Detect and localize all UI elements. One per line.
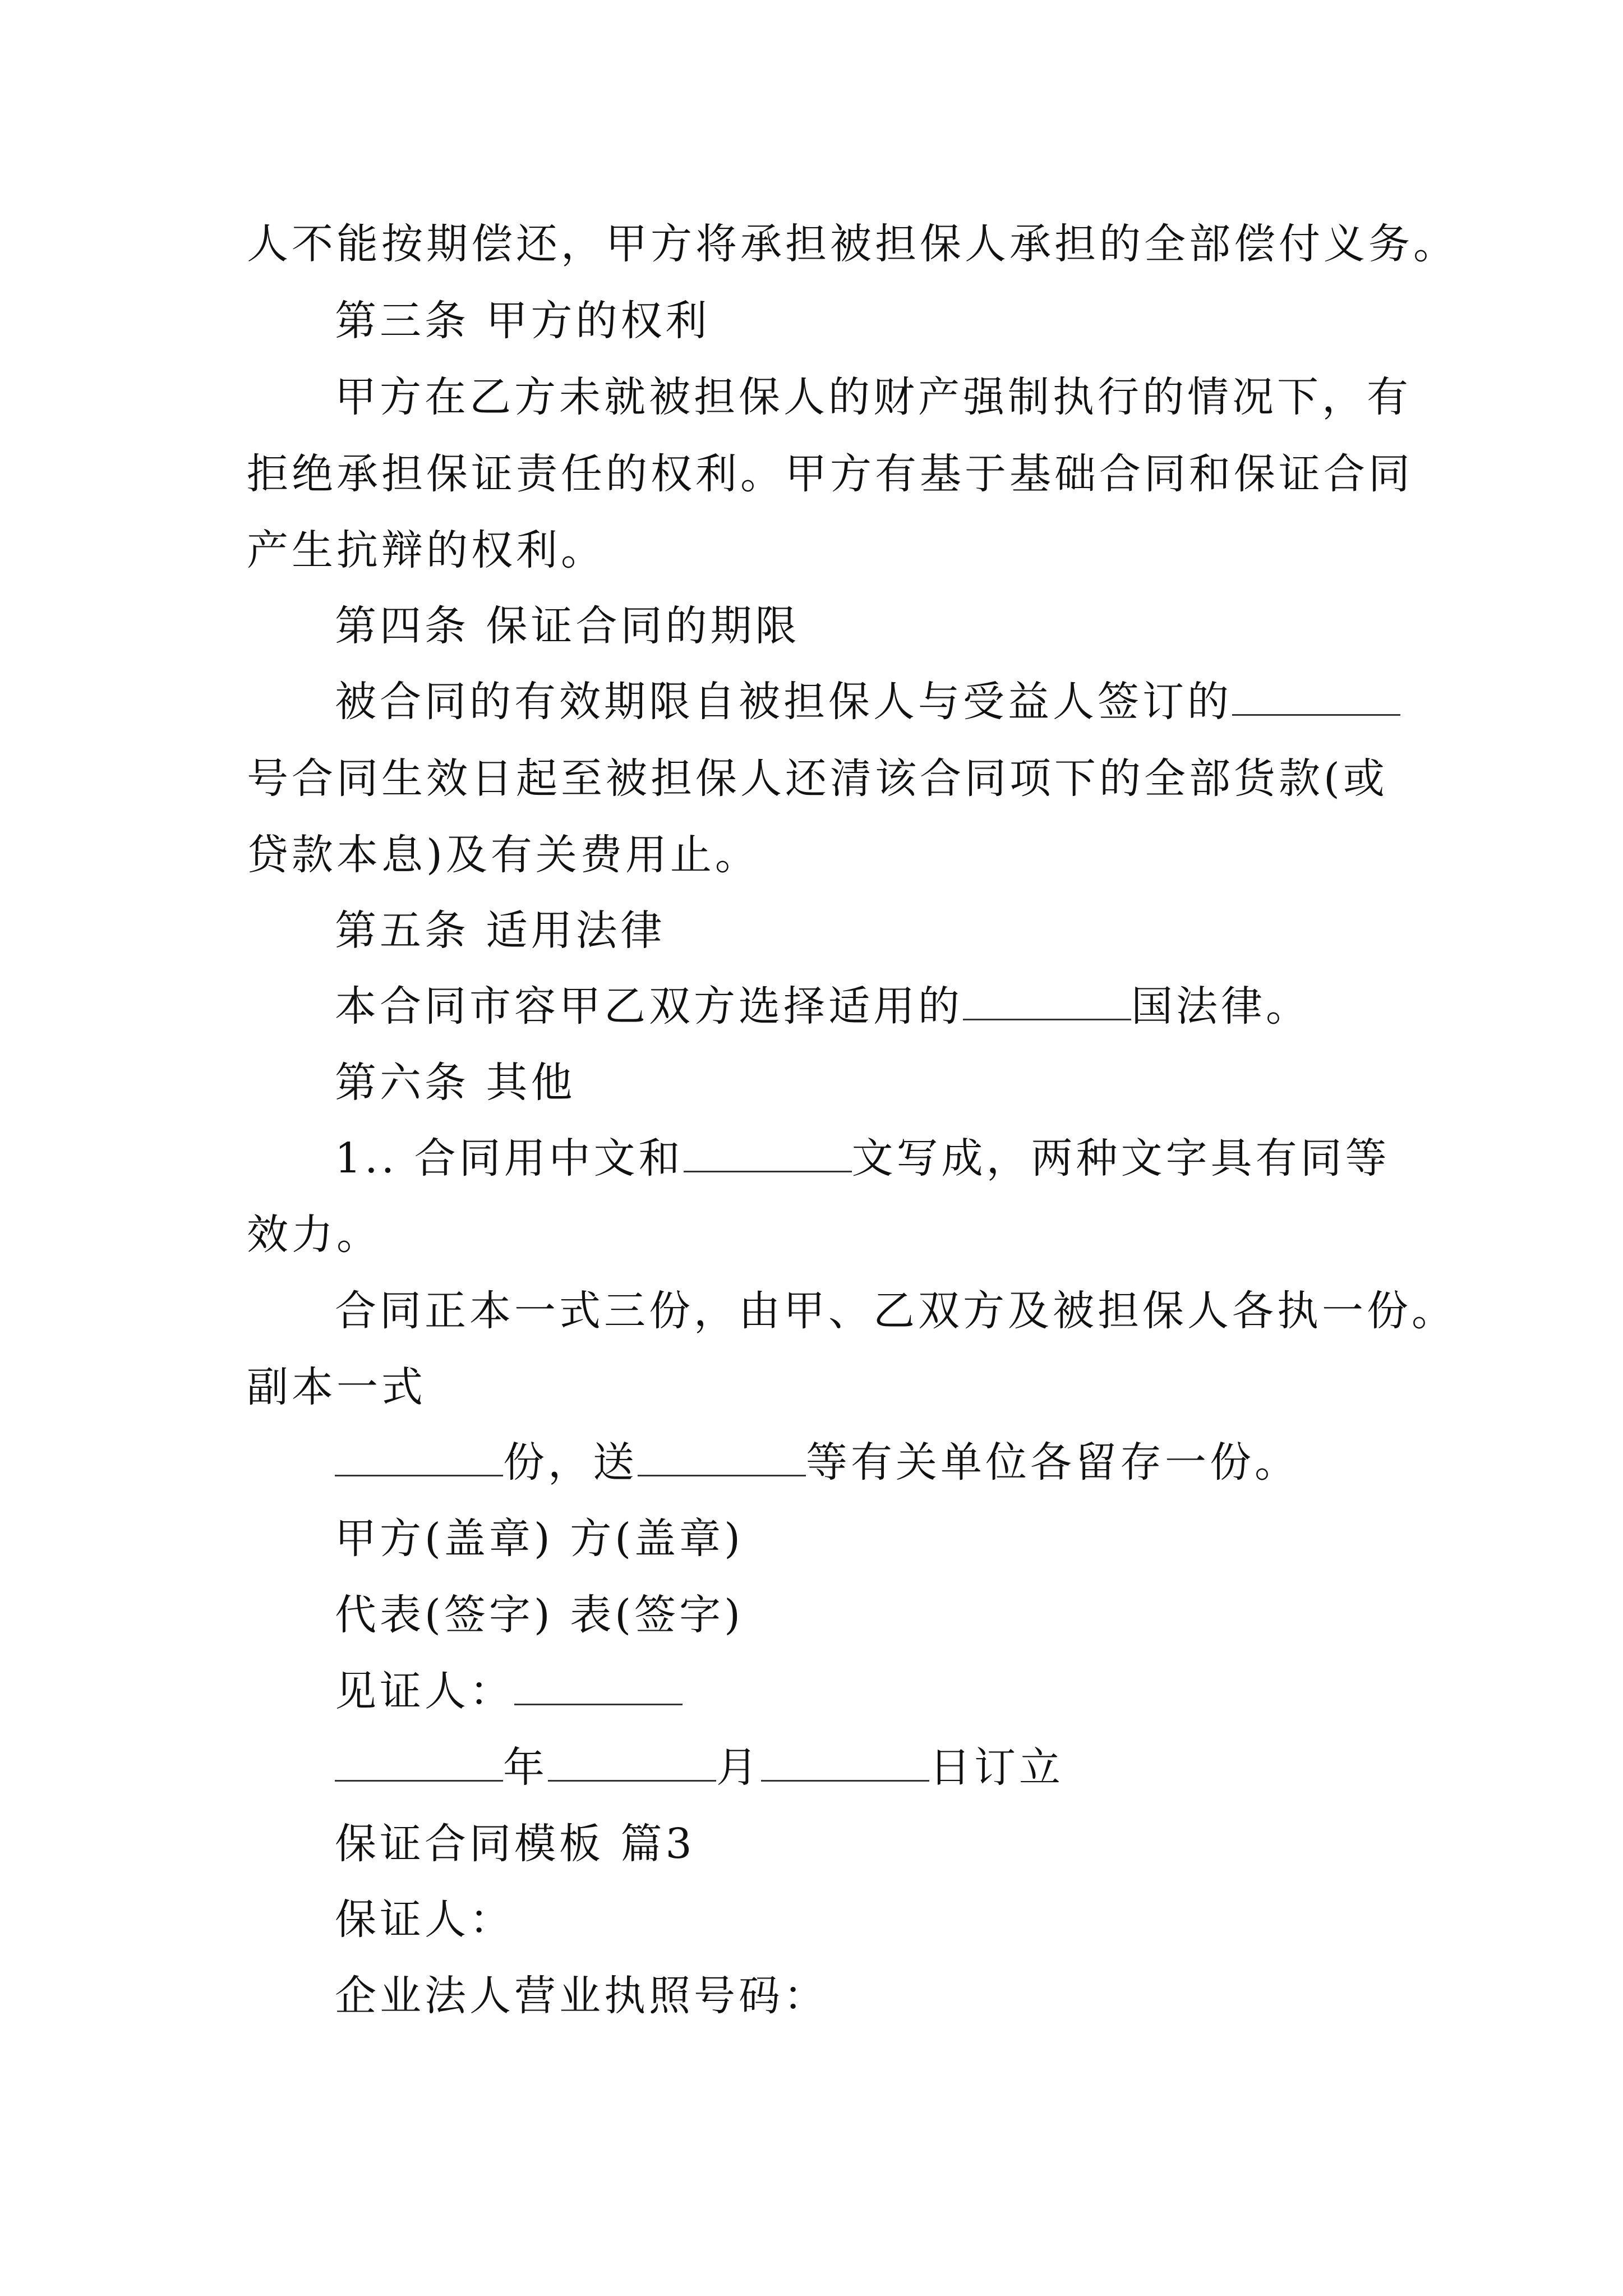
line-text: 甲方(盖章) 方(盖章) [335, 1515, 744, 1563]
fill-in-blank [335, 1440, 503, 1476]
line-text: 本合同市容甲乙双方选择适用的 [335, 982, 963, 1030]
line-text: 国法律。 [1131, 982, 1311, 1030]
heading-text: 第六条 其他 [335, 1059, 576, 1107]
fill-in-blank [638, 1440, 806, 1476]
date-line [335, 1740, 1064, 1796]
paragraph-line [247, 216, 1458, 272]
line-text: 代表(签字) 表(签字) [335, 1591, 744, 1639]
line-text: 见证人： [335, 1667, 514, 1715]
witness-line [335, 1663, 683, 1719]
paragraph-line [247, 1359, 426, 1415]
paragraph-line [247, 446, 1413, 502]
section-heading [335, 598, 800, 654]
fill-in-blank [963, 984, 1131, 1020]
paragraph-line [335, 674, 1400, 730]
paragraph-line [335, 1130, 1390, 1186]
paragraph-line [335, 1283, 1456, 1339]
line-text: 贷款本息)及有关费用止。 [247, 831, 760, 879]
line-text: 保证人： [335, 1895, 514, 1944]
line-text: 年 [503, 1743, 548, 1792]
section-heading [335, 903, 666, 959]
fill-in-blank [548, 1745, 716, 1782]
line-text: 号合同生效日起至被担保人还清该合同项下的全部货款(或 [247, 754, 1388, 803]
paragraph-line [335, 1892, 514, 1948]
line-text: 日订立 [929, 1743, 1064, 1792]
line-text: 被合同的有效期限自被担保人与受益人签订的 [335, 678, 1232, 726]
line-text: 甲方在乙方未就被担保人的财产强制执行的情况下，有 [335, 373, 1412, 421]
paragraph-line [335, 1968, 828, 2024]
signature-line [335, 1587, 744, 1643]
fill-in-blank [761, 1745, 929, 1782]
line-text: 1.. 合同用中文和 [335, 1134, 684, 1182]
line-text: 合同正本一式三份，由甲、乙双方及被担保人各执一份。 [335, 1287, 1456, 1335]
heading-text: 保证合同模板 篇3 [335, 1820, 695, 1868]
fill-in-blank [335, 1745, 503, 1782]
fill-in-blank [1232, 679, 1400, 716]
fill-in-blank [684, 1136, 852, 1172]
line-text: 等有关单位各留存一份。 [806, 1438, 1299, 1487]
paragraph-line [247, 827, 760, 883]
line-text: 产生抗辩的权利。 [247, 526, 606, 574]
heading-text: 第五条 适用法律 [335, 907, 666, 955]
line-text: 副本一式 [247, 1363, 426, 1411]
section-heading [335, 1055, 576, 1111]
fill-in-blank [514, 1669, 683, 1705]
heading-text: 第三条 甲方的权利 [335, 297, 711, 345]
line-text: 文写成，两种文字具有同等 [851, 1134, 1390, 1182]
line-text: 拒绝承担保证责任的权利。甲方有基于基础合同和保证合同 [247, 450, 1413, 498]
paragraph-line [335, 1434, 1299, 1490]
heading-text: 第四条 保证合同的期限 [335, 602, 800, 650]
section-heading [335, 1816, 695, 1872]
section-heading [335, 293, 711, 349]
paragraph-line [247, 522, 606, 578]
paragraph-line [335, 978, 1311, 1034]
line-text: 效力。 [247, 1211, 381, 1259]
paragraph-line [335, 369, 1412, 425]
line-text: 人不能按期偿还，甲方将承担被担保人承担的全部偿付义务。 [247, 220, 1458, 268]
line-text: 企业法人营业执照号码： [335, 1972, 828, 2020]
line-text: 月 [716, 1743, 761, 1792]
paragraph-line [247, 751, 1388, 807]
signature-line [335, 1511, 744, 1567]
line-text: 份，送 [503, 1438, 638, 1487]
paragraph-line [247, 1207, 381, 1263]
